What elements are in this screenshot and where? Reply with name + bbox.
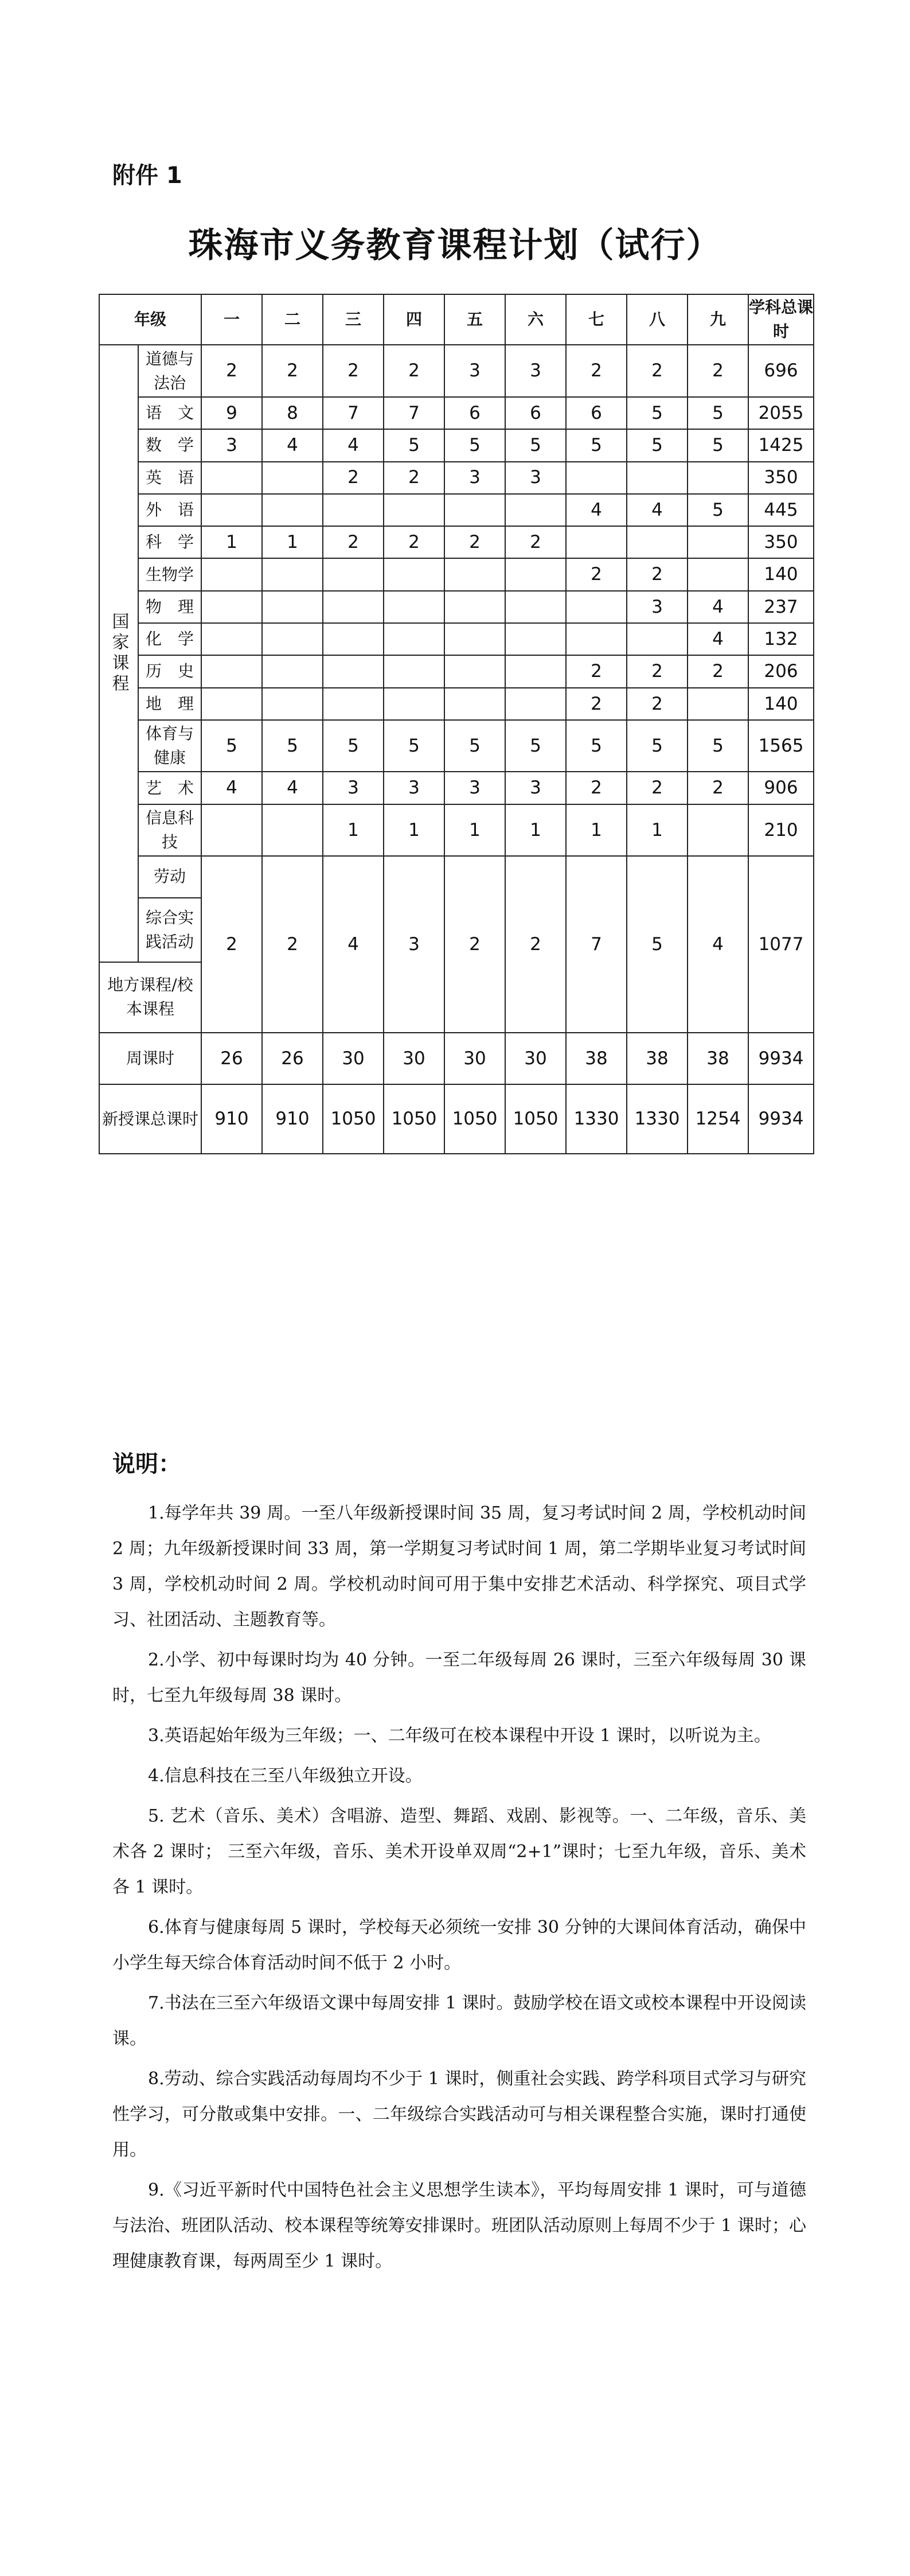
header-grade-1: 一: [201, 294, 262, 345]
header-grade-2: 二: [262, 294, 323, 345]
hours-cell: [323, 623, 384, 655]
hours-cell: 2: [688, 655, 748, 687]
hours-cell: [444, 655, 505, 687]
hours-cell: [566, 526, 627, 558]
hours-cell: 2: [627, 688, 688, 720]
table-row: [99, 720, 814, 772]
header-grade-4: 四: [384, 294, 444, 345]
total-cell: 210: [748, 804, 814, 856]
header-grade-6: 六: [505, 294, 566, 345]
hours-cell: [201, 494, 262, 526]
hours-cell: 6: [505, 397, 566, 429]
hours-cell: [323, 494, 384, 526]
hours-cell: 2: [627, 772, 688, 804]
hours-cell: 5: [384, 429, 444, 461]
hours-cell: [566, 591, 627, 623]
hours-cell: [262, 558, 323, 590]
subject-label: 数 学: [138, 429, 201, 461]
total-cell: 132: [748, 623, 814, 655]
hours-cell: 3: [627, 591, 688, 623]
hours-cell: [505, 623, 566, 655]
hours-cell: 4: [262, 429, 323, 461]
subject-label: 化 学: [138, 623, 201, 655]
header-grade-9: 九: [688, 294, 748, 345]
subject-label: 地 理: [138, 688, 201, 720]
header-grade-8: 八: [627, 294, 688, 345]
hours-cell: 1: [627, 804, 688, 856]
total-cell: 350: [748, 526, 814, 558]
table-row: [99, 804, 814, 856]
note-item: 4.信息科技在三至八年级独立开设。: [148, 1766, 423, 1786]
hours-cell: 2: [566, 558, 627, 590]
note-item: 2.小学、初中每课时均为 40 分钟。一至二年级每周 26 课时，三至六年级每周 30 课时，七至九年级每周 38 课时。: [112, 1650, 806, 1706]
new-hours-cell: 910: [201, 1084, 262, 1154]
table-row: [99, 526, 814, 558]
new-hours-cell: 1050: [384, 1084, 444, 1154]
hours-cell: [444, 623, 505, 655]
header-grade-5: 五: [444, 294, 505, 345]
hours-cell: 2: [444, 526, 505, 558]
hours-cell: 1: [262, 526, 323, 558]
new-hours-cell: 1330: [566, 1084, 627, 1154]
hours-cell: [201, 558, 262, 590]
weekly-cell: 38: [688, 1033, 748, 1084]
hours-cell: [323, 655, 384, 687]
hours-cell: 1: [323, 804, 384, 856]
new-hours-cell: 910: [262, 1084, 323, 1154]
total-cell: 696: [748, 345, 814, 396]
hours-cell: [262, 591, 323, 623]
hours-cell: 7: [323, 397, 384, 429]
hours-cell: 3: [505, 345, 566, 396]
hours-cell: [688, 526, 748, 558]
hours-cell: 2: [627, 345, 688, 396]
hours-cell: 4: [688, 623, 748, 655]
note-item: 7.书法在三至六年级语文课中每周安排 1 课时。鼓励学校在语文或校本课程中开设阅读课。: [112, 1993, 806, 2049]
hours-cell: 2: [444, 856, 505, 1033]
hours-cell: 3: [505, 462, 566, 494]
new-hours-cell: 1050: [505, 1084, 566, 1154]
table-row: [99, 429, 814, 461]
hours-cell: [505, 494, 566, 526]
total-cell: 1425: [748, 429, 814, 461]
hours-cell: 5: [627, 856, 688, 1033]
hours-cell: 4: [201, 772, 262, 804]
hours-cell: [627, 623, 688, 655]
hours-cell: 2: [323, 345, 384, 396]
hours-cell: 9: [201, 397, 262, 429]
hours-cell: [201, 462, 262, 494]
hours-cell: [384, 558, 444, 590]
hours-cell: [201, 804, 262, 856]
hours-cell: 5: [627, 720, 688, 772]
header-grade: 年级: [99, 294, 201, 345]
hours-cell: 2: [627, 655, 688, 687]
hours-cell: 3: [444, 345, 505, 396]
table-row: [99, 655, 814, 687]
hours-cell: [444, 494, 505, 526]
hours-cell: [384, 655, 444, 687]
hours-cell: 3: [384, 772, 444, 804]
hours-cell: [384, 494, 444, 526]
hours-cell: 2: [384, 462, 444, 494]
new-hours-cell: 1254: [688, 1084, 748, 1154]
hours-cell: 2: [201, 856, 262, 1033]
hours-cell: 1: [384, 804, 444, 856]
table-row: [99, 558, 814, 590]
hours-cell: 5: [505, 429, 566, 461]
hours-cell: 2: [262, 856, 323, 1033]
hours-cell: 3: [384, 856, 444, 1033]
table-row: [99, 623, 814, 655]
weekly-cell: 26: [201, 1033, 262, 1084]
table-row: [99, 345, 814, 396]
weekly-cell: 26: [262, 1033, 323, 1084]
subject-label: 历 史: [138, 655, 201, 687]
table-row: [99, 591, 814, 623]
category-national: 国家课程: [99, 345, 138, 962]
hours-cell: [201, 655, 262, 687]
note-item: 6.体育与健康每周 5 课时，学校每天必须统一安排 30 分钟的大课间体育活动，确保中小学生每天综合体育活动时间不低于 2 小时。: [112, 1917, 806, 1973]
hours-cell: 2: [384, 526, 444, 558]
subject-label: 英 语: [138, 462, 201, 494]
hours-cell: 3: [201, 429, 262, 461]
hours-cell: [505, 558, 566, 590]
hours-cell: 2: [566, 655, 627, 687]
hours-cell: 5: [323, 720, 384, 772]
hours-cell: 5: [384, 720, 444, 772]
hours-cell: 1: [444, 804, 505, 856]
new-hours-cell: 1050: [444, 1084, 505, 1154]
weekly-cell: 38: [566, 1033, 627, 1084]
subject-label: 体育与健康: [138, 720, 201, 772]
subject-label: 外 语: [138, 494, 201, 526]
hours-cell: [323, 558, 384, 590]
hours-cell: 4: [262, 772, 323, 804]
note-item: 5. 艺术（音乐、美术）含唱游、造型、舞蹈、戏剧、影视等。一、二年级，音乐、美术各 2 课时； 三至六年级，音乐、美术开设单双周“2+1”课时；七至九年级，音乐、美术各 1 课时。: [112, 1806, 806, 1897]
subject-label: 信息科技: [138, 804, 201, 856]
hours-cell: 5: [505, 720, 566, 772]
hours-cell: 4: [627, 494, 688, 526]
hours-cell: [505, 591, 566, 623]
hours-cell: 5: [688, 429, 748, 461]
new-hours-cell: 1330: [627, 1084, 688, 1154]
hours-cell: 2: [323, 462, 384, 494]
hours-cell: [627, 462, 688, 494]
weekly-cell: 30: [384, 1033, 444, 1084]
weekly-cell: 30: [323, 1033, 384, 1084]
curriculum-table: [99, 294, 814, 1154]
notes-section: [112, 1446, 806, 2284]
table-header-row: [99, 294, 814, 345]
hours-cell: [384, 688, 444, 720]
hours-cell: 2: [566, 772, 627, 804]
table-row: [99, 397, 814, 429]
hours-cell: 3: [444, 462, 505, 494]
hours-cell: [384, 623, 444, 655]
subject-label: 科 学: [138, 526, 201, 558]
hours-cell: 2: [384, 345, 444, 396]
subject-label: 劳动: [138, 856, 201, 897]
header-grade-7: 七: [566, 294, 627, 345]
total-cell: 906: [748, 772, 814, 804]
hours-cell: 2: [566, 345, 627, 396]
note-item: 3.英语起始年级为三年级；一、二年级可在校本课程中开设 1 课时，以听说为主。: [148, 1726, 771, 1746]
hours-cell: 2: [627, 558, 688, 590]
hours-cell: 4: [688, 591, 748, 623]
hours-cell: 5: [627, 397, 688, 429]
weekly-cell: 30: [444, 1033, 505, 1084]
hours-cell: 1: [566, 804, 627, 856]
hours-cell: [262, 494, 323, 526]
subject-label: 道德与法治: [138, 345, 201, 396]
hours-cell: 4: [323, 429, 384, 461]
hours-cell: [688, 462, 748, 494]
weekly-label: 周课时: [99, 1033, 201, 1084]
total-cell: 140: [748, 558, 814, 590]
hours-cell: [262, 804, 323, 856]
hours-cell: 6: [444, 397, 505, 429]
hours-cell: 2: [323, 526, 384, 558]
hours-cell: 2: [201, 345, 262, 396]
hours-cell: [323, 688, 384, 720]
hours-cell: [201, 623, 262, 655]
total-cell: 350: [748, 462, 814, 494]
hours-cell: [566, 623, 627, 655]
hours-cell: 8: [262, 397, 323, 429]
hours-cell: [505, 688, 566, 720]
hours-cell: 5: [688, 494, 748, 526]
hours-cell: [444, 558, 505, 590]
weekly-cell: 38: [627, 1033, 688, 1084]
hours-cell: 1: [505, 804, 566, 856]
hours-cell: 5: [444, 720, 505, 772]
hours-cell: [566, 462, 627, 494]
hours-cell: 1: [201, 526, 262, 558]
total-cell: 206: [748, 655, 814, 687]
hours-cell: 5: [262, 720, 323, 772]
hours-cell: 2: [505, 526, 566, 558]
hours-cell: 5: [566, 720, 627, 772]
hours-cell: [262, 462, 323, 494]
hours-cell: 7: [384, 397, 444, 429]
hours-cell: 3: [444, 772, 505, 804]
header-grade-3: 三: [323, 294, 384, 345]
total-cell: 1565: [748, 720, 814, 772]
subject-label: 艺 术: [138, 772, 201, 804]
hours-cell: [201, 688, 262, 720]
hours-cell: [688, 804, 748, 856]
hours-cell: 2: [505, 856, 566, 1033]
new-hours-cell: 1050: [323, 1084, 384, 1154]
total-cell: 140: [748, 688, 814, 720]
table-row: [99, 688, 814, 720]
hours-cell: [444, 688, 505, 720]
hours-cell: 6: [566, 397, 627, 429]
note-item: 8.劳动、综合实践活动每周均不少于 1 课时，侧重社会实践、跨学科项目式学习与研究性学习，可分散或集中安排。一、二年级综合实践活动可与相关课程整合实施，课时打通使用。: [112, 2069, 806, 2160]
attachment-label: 附件 1: [112, 162, 182, 189]
hours-cell: 5: [688, 720, 748, 772]
weekly-row: [99, 1033, 814, 1084]
total-cell: 2055: [748, 397, 814, 429]
category-local: 地方课程/校本课程: [99, 962, 201, 1033]
hours-cell: 4: [323, 856, 384, 1033]
subject-label: 语 文: [138, 397, 201, 429]
hours-cell: 5: [444, 429, 505, 461]
note-item: 1.每学年共 39 周。一至八年级新授课时间 35 周，复习考试时间 2 周，学校机动时间 2 周；九年级新授课时间 33 周，第一学期复习考试时间 1 周，第二学期毕业复习考试时间 3 周，学校机动时间 2 周。学校机动时间可用于集中安排艺术活动、科学探究、项目式学习、社团活动、主题教育等。: [112, 1503, 806, 1630]
hours-cell: [627, 526, 688, 558]
hours-cell: 5: [201, 720, 262, 772]
hours-cell: [323, 591, 384, 623]
hours-cell: 5: [627, 429, 688, 461]
hours-cell: 2: [262, 345, 323, 396]
subject-label: 物 理: [138, 591, 201, 623]
header-total: 学科总课时: [748, 294, 814, 345]
subject-label: 生物学: [138, 558, 201, 590]
new-hours-total: 9934: [748, 1084, 814, 1154]
hours-cell: [262, 623, 323, 655]
page-title: 珠海市义务教育课程计划（试行）: [188, 225, 722, 266]
hours-cell: 3: [323, 772, 384, 804]
hours-cell: 2: [566, 688, 627, 720]
hours-cell: [262, 688, 323, 720]
hours-cell: [444, 591, 505, 623]
hours-cell: 2: [688, 345, 748, 396]
hours-cell: 4: [688, 856, 748, 1033]
weekly-cell: 30: [505, 1033, 566, 1084]
table-row: [99, 856, 814, 897]
table-row: [99, 494, 814, 526]
new-hours-label: 新授课总课时: [99, 1084, 201, 1154]
hours-cell: [688, 558, 748, 590]
hours-cell: [384, 591, 444, 623]
hours-cell: 4: [566, 494, 627, 526]
hours-cell: 2: [688, 772, 748, 804]
hours-cell: 3: [505, 772, 566, 804]
hours-cell: [505, 655, 566, 687]
hours-cell: [262, 655, 323, 687]
note-item: 9.《习近平新时代中国特色社会主义思想学生读本》，平均每周安排 1 课时，可与道德与法治、班团队活动、校本课程等统筹安排课时。班团队活动原则上每周不少于 1 课时；心理健康教育课，每两周至少 1 课时。: [112, 2180, 806, 2271]
hours-cell: [688, 688, 748, 720]
weekly-total: 9934: [748, 1033, 814, 1084]
hours-cell: [201, 591, 262, 623]
notes-list: [112, 1496, 806, 2279]
notes-title: 说明：: [112, 1451, 181, 1477]
total-cell: 1077: [748, 856, 814, 1033]
hours-cell: 7: [566, 856, 627, 1033]
total-cell: 445: [748, 494, 814, 526]
hours-cell: 5: [566, 429, 627, 461]
table-row: [99, 462, 814, 494]
table-row: [99, 772, 814, 804]
total-cell: 237: [748, 591, 814, 623]
new-hours-row: [99, 1084, 814, 1154]
subject-label: 综合实践活动: [138, 898, 201, 963]
hours-cell: 5: [688, 397, 748, 429]
